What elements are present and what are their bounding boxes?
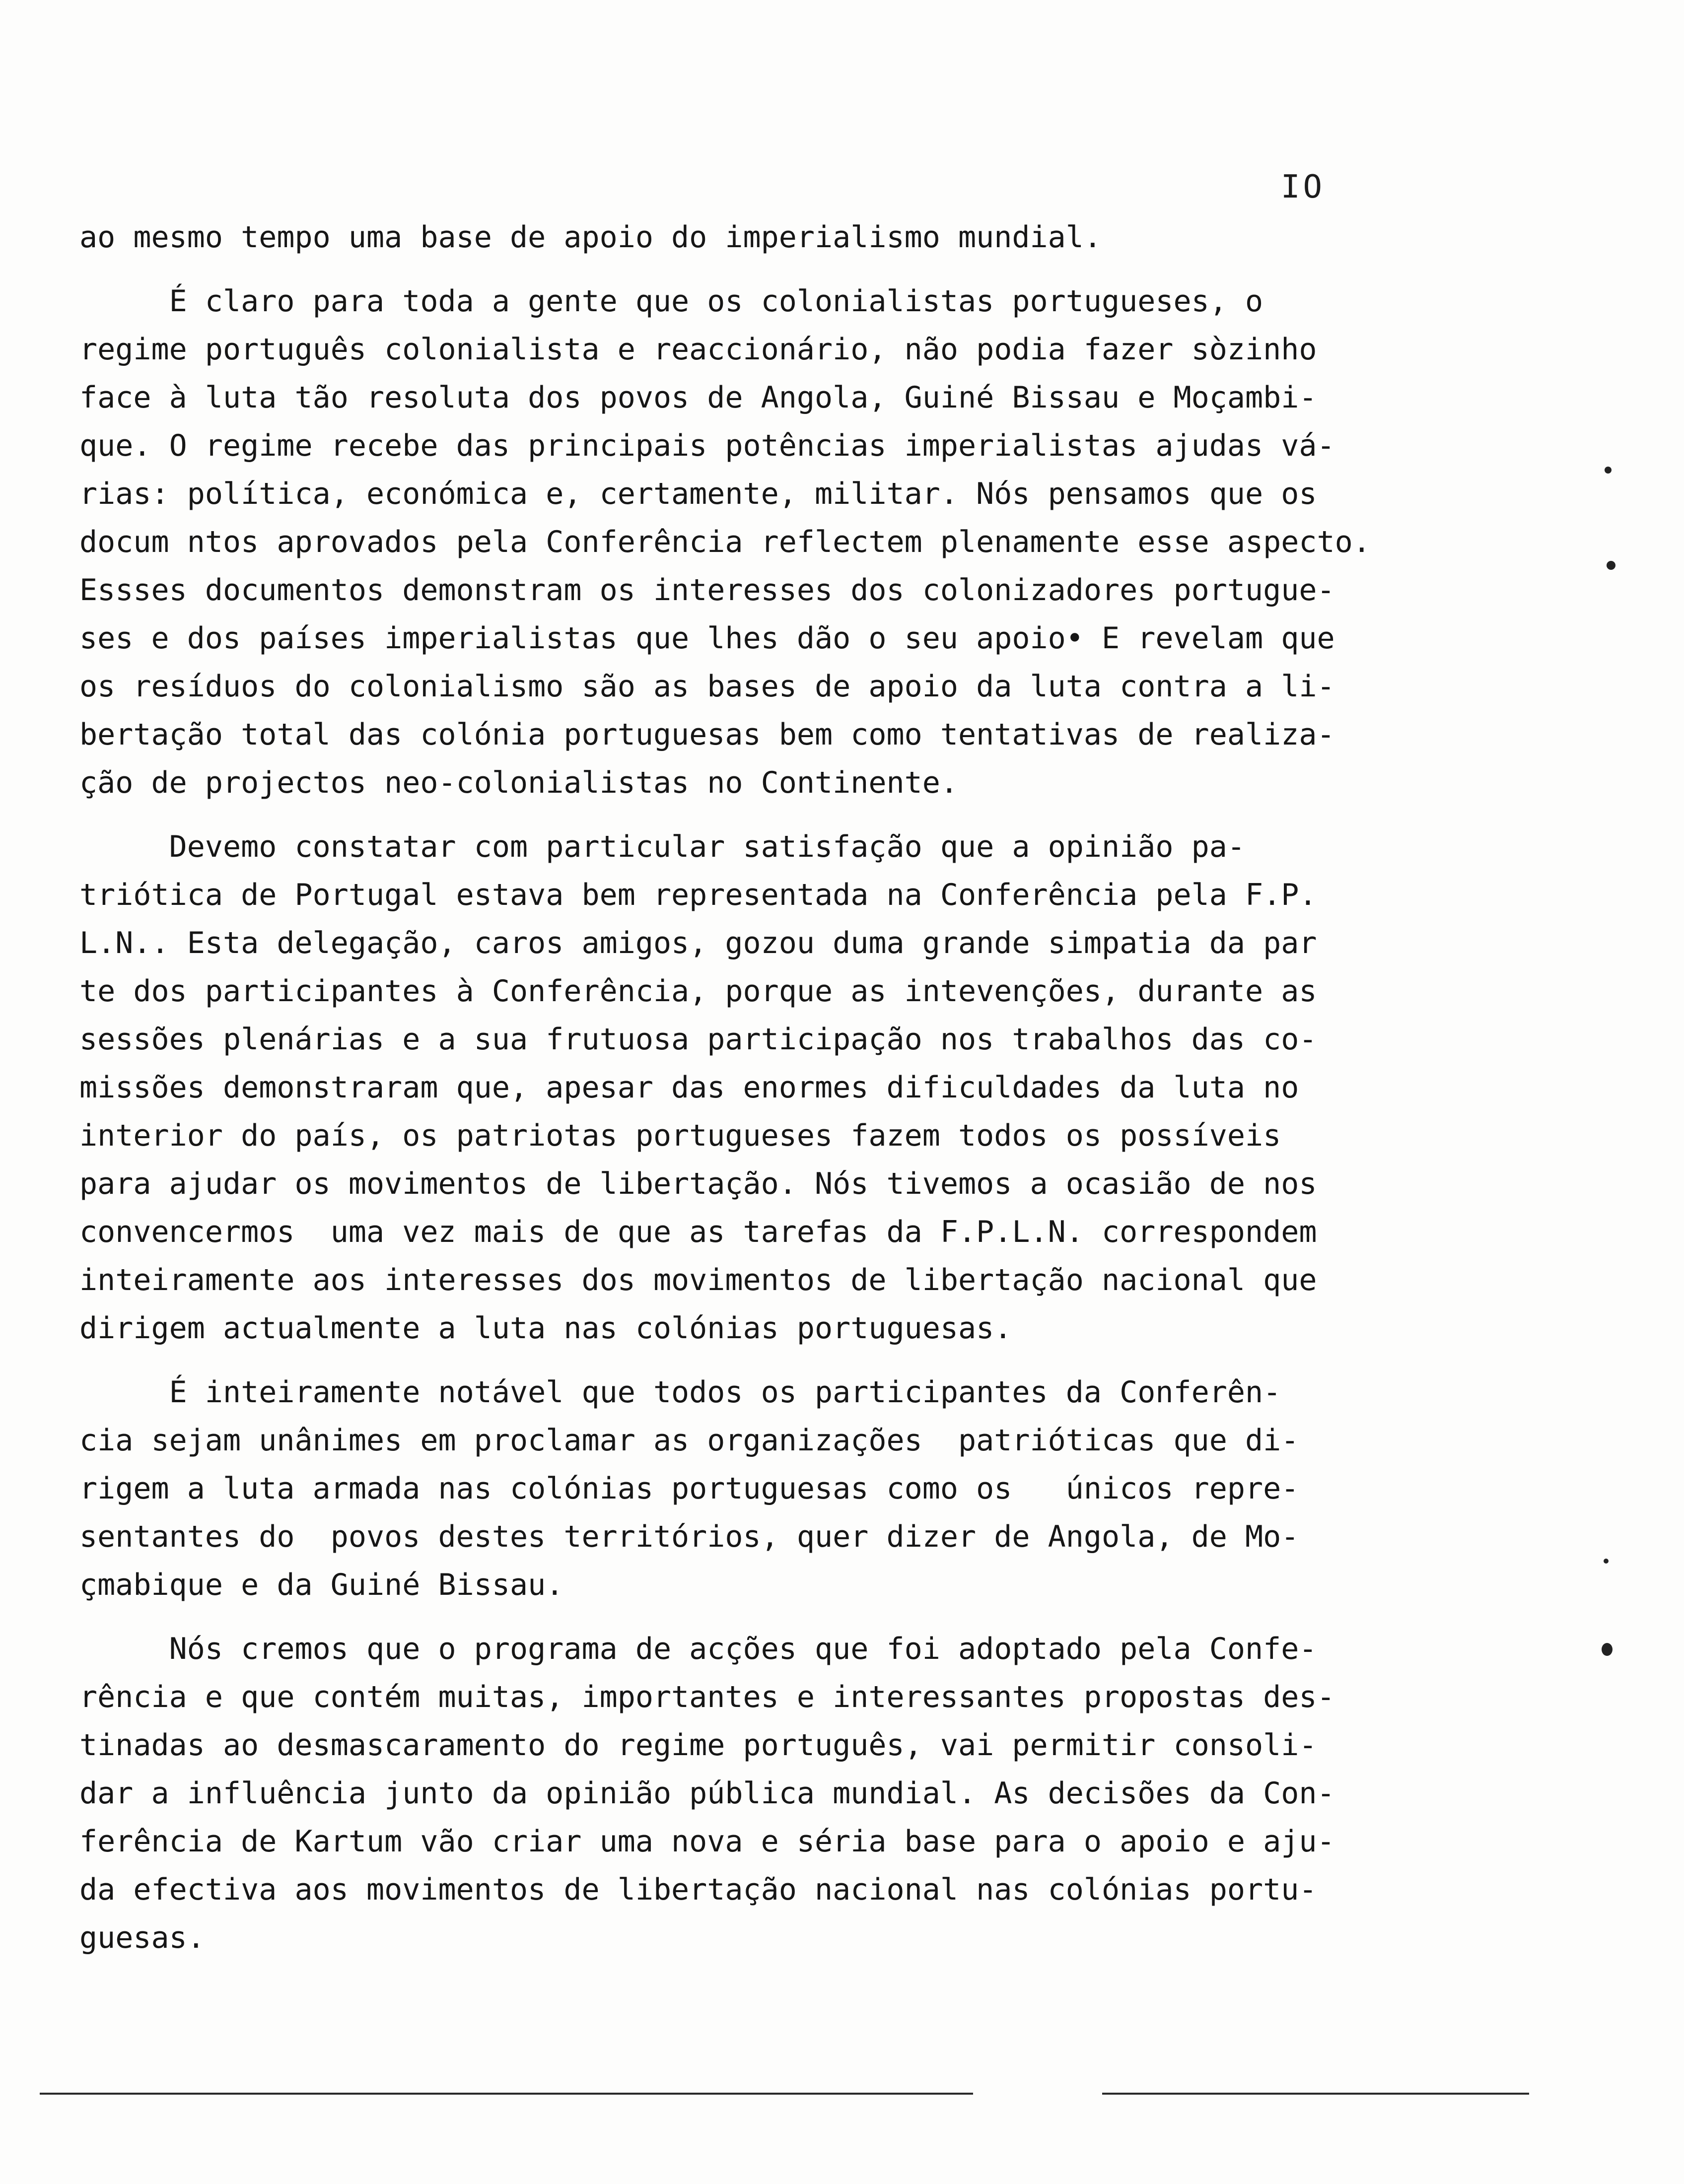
text-line: sentantes do povos destes territórios, quer dizer de Angola, de Mo-	[79, 1519, 1299, 1554]
margin-speck	[1605, 467, 1612, 474]
text-line: Nós cremos que o programa de acções que foi adoptado pela Confe-	[79, 1632, 1317, 1666]
text-line: L.N.. Esta delegação, caros amigos, gozou duma grande simpatia da par	[79, 926, 1317, 960]
text-line: dar a influência junto da opinião pública mundial. As decisões da Con-	[79, 1776, 1335, 1811]
paragraph-gap	[79, 1609, 1499, 1625]
paragraph	[79, 823, 1499, 1353]
text-line: sessões plenárias e a sua frutuosa participação nos trabalhos das co-	[79, 1022, 1317, 1057]
text-line: triótica de Portugal estava bem representada na Conferência pela F.P.	[79, 878, 1317, 912]
text-line: inteiramente aos interesses dos movimentos de libertação nacional que	[79, 1263, 1317, 1297]
text-line: Essses documentos demonstram os interesses dos colonizadores portugue-	[79, 573, 1335, 608]
text-line: rigem a luta armada nas colónias portuguesas como os únicos repre-	[79, 1471, 1299, 1506]
text-line: É inteiramente notável que todos os participantes da Conferên-	[79, 1375, 1281, 1410]
text-line: missões demonstraram que, apesar das enormes dificuldades da luta no	[79, 1070, 1299, 1105]
text-line: çmabique e da Guiné Bissau.	[79, 1568, 564, 1602]
text-line: Devemo constatar com particular satisfação que a opinião pa-	[79, 829, 1245, 864]
text-line: da efectiva aos movimentos de libertação nacional nas colónias portu-	[79, 1872, 1317, 1907]
text-line: os resíduos do colonialismo são as bases de apoio da luta contra a li-	[79, 669, 1335, 704]
document-body	[79, 213, 1499, 1962]
text-line: ses e dos países imperialistas que lhes dão o seu apoio• E revelam que	[79, 621, 1335, 656]
paragraph	[79, 213, 1499, 262]
paragraph-gap	[79, 262, 1499, 277]
paragraph-gap	[79, 807, 1499, 823]
text-line: ao mesmo tempo uma base de apoio do imperialismo mundial.	[79, 220, 1102, 255]
paragraph	[79, 277, 1499, 807]
text-line: que. O regime recebe das principais potências imperialistas ajudas vá-	[79, 428, 1335, 463]
text-line: docum ntos aprovados pela Conferência reflectem plenamente esse aspecto.	[79, 525, 1371, 559]
paragraph	[79, 1625, 1499, 1962]
text-line: interior do país, os patriotas portugueses fazem todos os possíveis	[79, 1118, 1281, 1153]
text-line: dirigem actualmente a luta nas colónias portuguesas.	[79, 1311, 1012, 1346]
text-line: te dos participantes à Conferência, porque as intevenções, durante as	[79, 974, 1317, 1009]
text-line: ferência de Kartum vão criar uma nova e séria base para o apoio e aju-	[79, 1824, 1335, 1859]
text-line: bertação total das colónia portuguesas bem como tentativas de realiza-	[79, 717, 1335, 752]
text-line: ção de projectos neo-colonialistas no Continente.	[79, 765, 959, 800]
text-line: tinadas ao desmascaramento do regime português, vai permitir consoli-	[79, 1728, 1317, 1763]
footer-rule-left	[40, 2093, 973, 2095]
text-line: rência e que contém muitas, importantes e interessantes propostas des-	[79, 1680, 1335, 1714]
margin-speck	[1607, 561, 1615, 570]
margin-speck	[1602, 1643, 1613, 1656]
paragraph	[79, 1368, 1499, 1609]
text-line: convencermos uma vez mais de que as tarefas da F.P.L.N. correspondem	[79, 1215, 1317, 1249]
text-line: cia sejam unânimes em proclamar as organizações patrióticas que di-	[79, 1423, 1299, 1458]
margin-speck	[1604, 1559, 1609, 1564]
text-line: rias: política, económica e, certamente, militar. Nós pensamos que os	[79, 477, 1317, 511]
text-line: para ajudar os movimentos de libertação. Nós tivemos a ocasião de nos	[79, 1166, 1317, 1201]
text-line: É claro para toda a gente que os colonialistas portugueses, o	[79, 284, 1263, 319]
paragraph-gap	[79, 1353, 1499, 1368]
footer-rule-right	[1102, 2093, 1529, 2095]
text-line: guesas.	[79, 1920, 205, 1955]
text-line: face à luta tão resoluta dos povos de Angola, Guiné Bissau e Moçambi-	[79, 380, 1317, 415]
text-line: regime português colonialista e reaccionário, não podia fazer sòzinho	[79, 332, 1317, 367]
page-number: IO	[1281, 169, 1326, 205]
